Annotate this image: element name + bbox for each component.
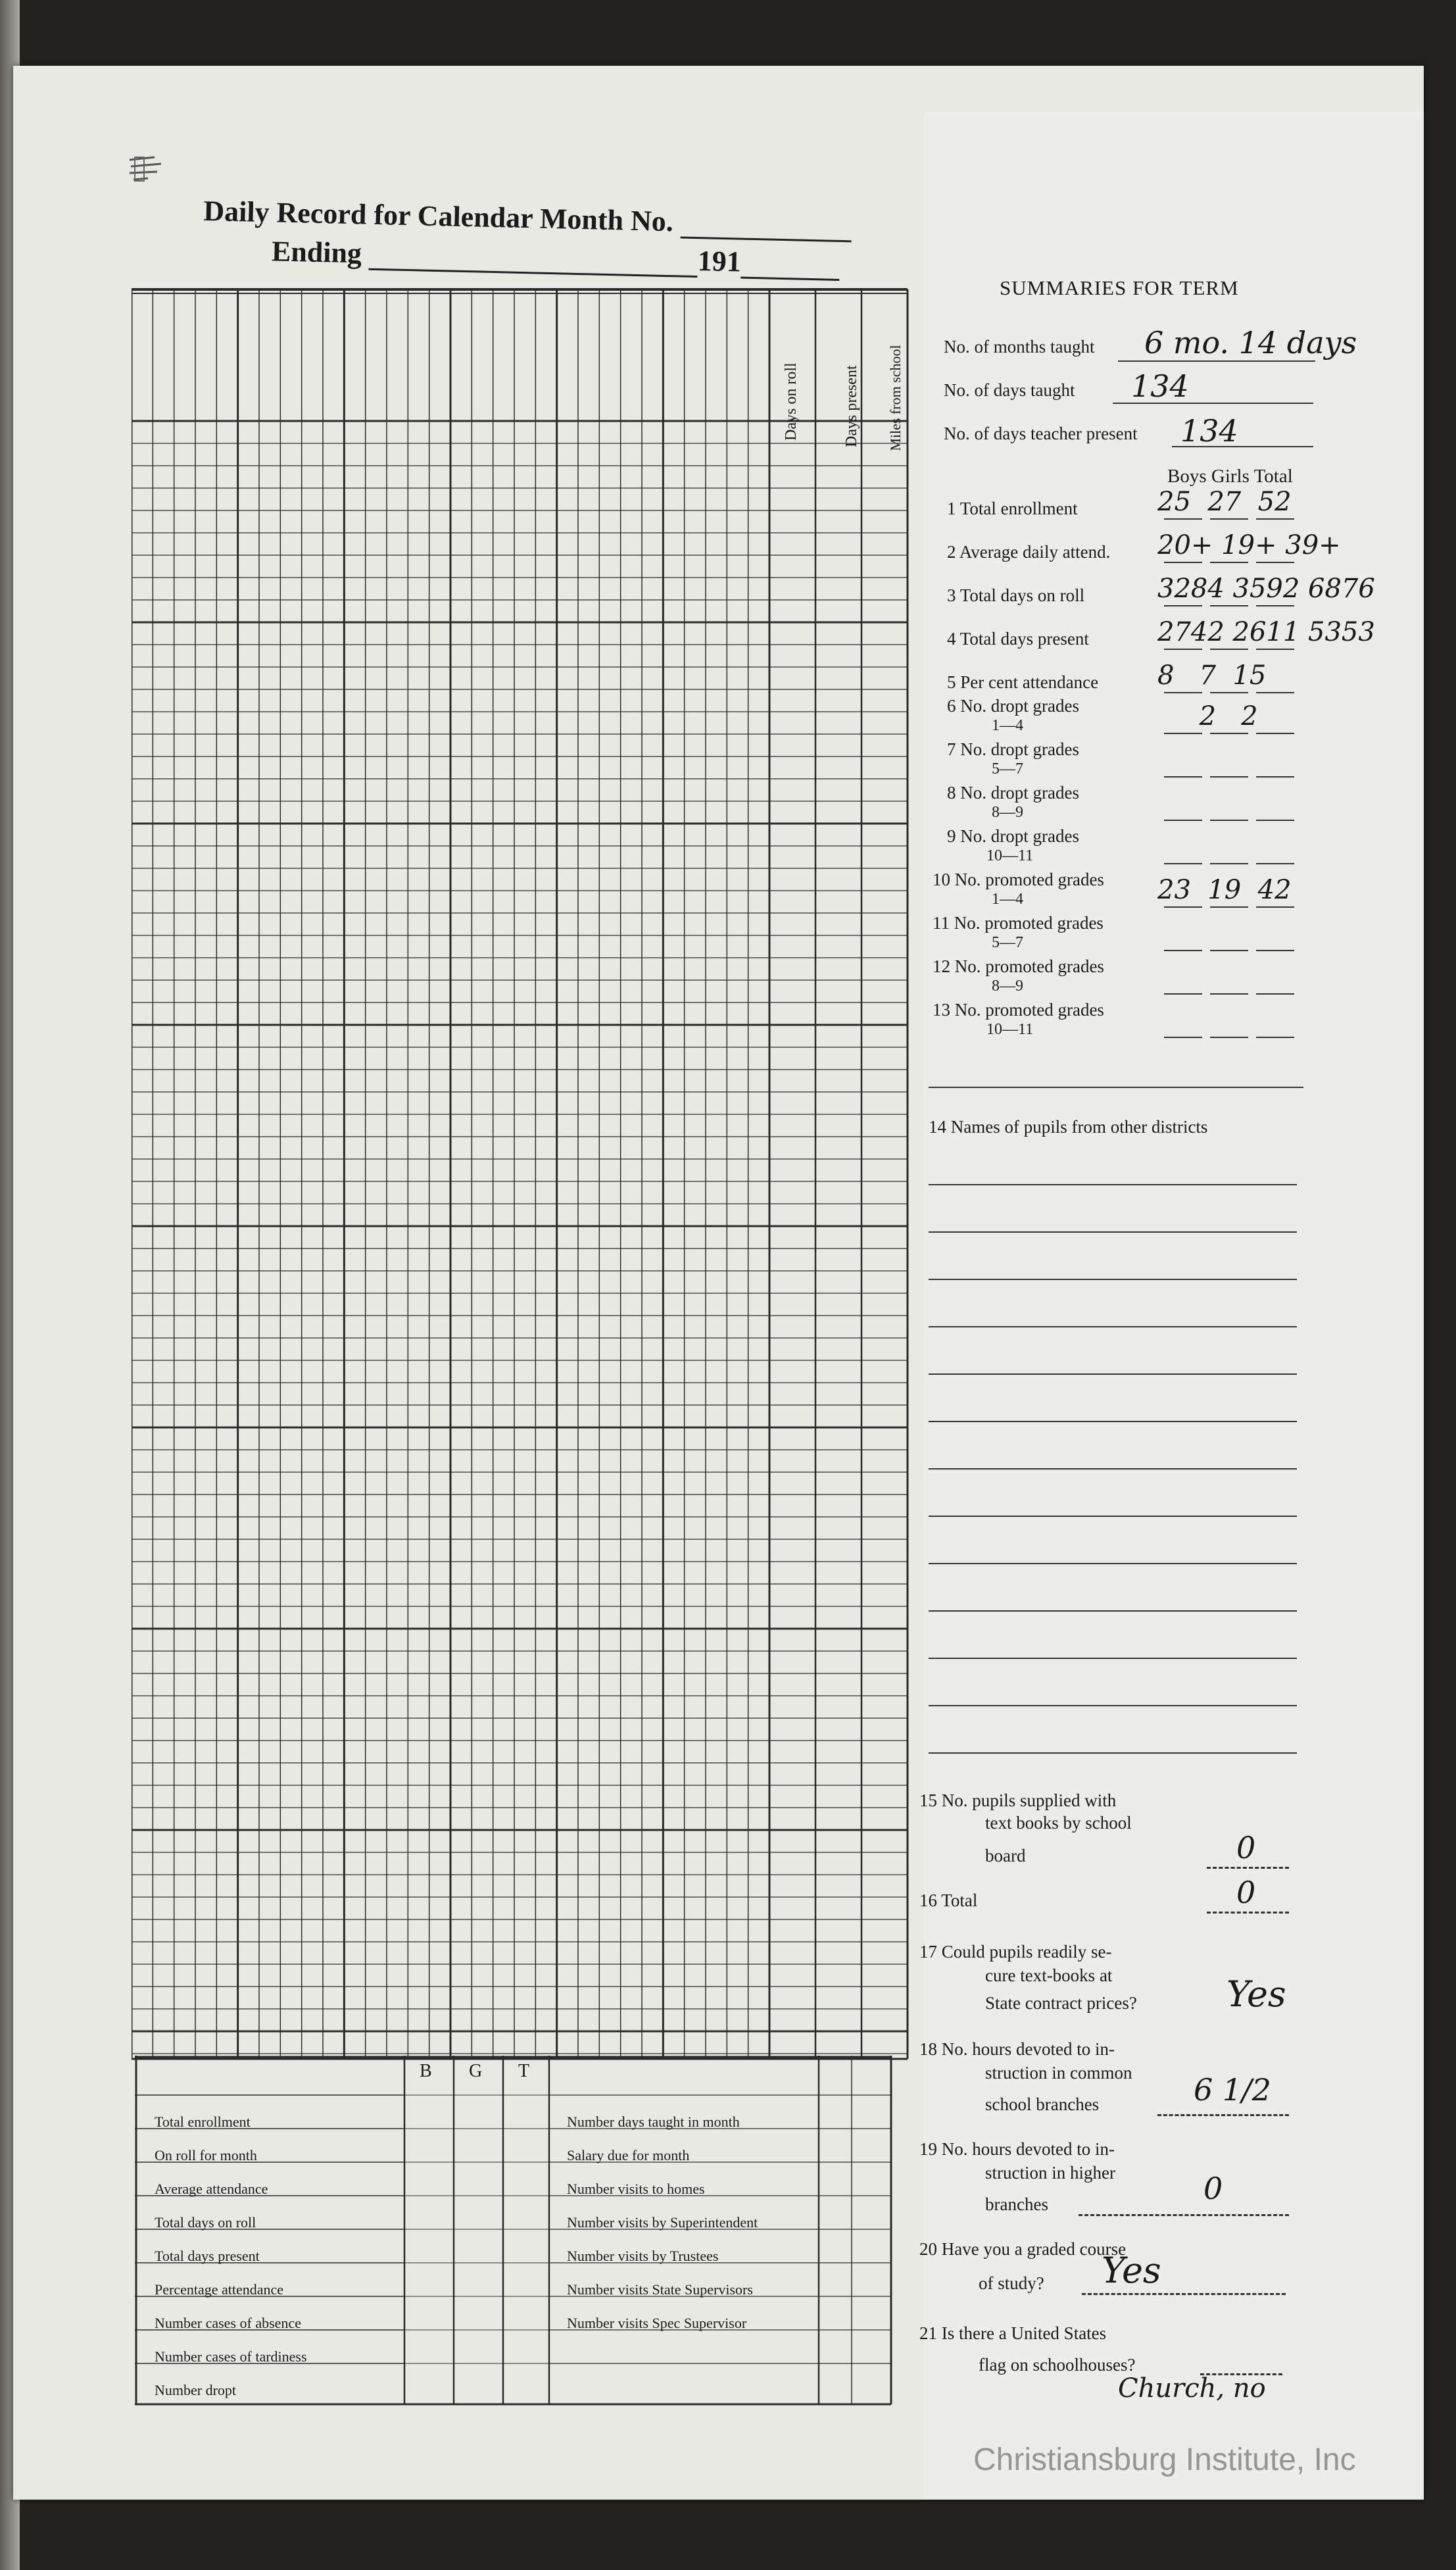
summary-row-values: 3284 3592 6876 [1157,574,1375,604]
q16-blank [1207,1912,1289,1914]
summary-row-label [933,913,1104,933]
table-left-label: Total enrollment [155,2113,251,2130]
q18-line1: 18 No. hours devoted to in- [919,2039,1115,2059]
summary-row-grades: 8—9 [992,977,1023,995]
table-col-header-t: T [518,2061,530,2081]
q15-line2: text books by school [985,1813,1132,1833]
table-right-label: Number days taught in month [567,2113,740,2130]
summary-row-text: Average daily attend. [959,542,1111,562]
q14-label: 14 Names of pupils from other districts [929,1117,1208,1137]
summary-blank [1164,776,1202,778]
summary-row-label [933,1000,1104,1020]
summary-blank [1210,1037,1248,1038]
separator-line [929,1087,1303,1088]
summary-blank [1256,692,1294,693]
summary-row-label [933,870,1104,890]
summary-row-label [947,585,1084,606]
q14-blank-line [929,1231,1297,1233]
q17-line3: State contract prices? [985,1993,1137,2013]
days-taught-value: 134 [1131,368,1189,404]
summary-row-text: No. promoted grades [954,913,1104,933]
summary-blank [1210,649,1248,650]
summary-blank [1256,820,1294,821]
summary-blank [1210,605,1248,606]
year-prefix: 191 [697,245,742,278]
title-line1: Daily Record for Calendar Month No. [203,194,674,238]
q19-value: 0 [1203,2171,1223,2206]
summary-row-text: No. dropt grades [960,826,1079,846]
summary-row-label [947,783,1079,803]
summary-row-label [947,629,1089,649]
q15-value: 0 [1236,1830,1256,1866]
summary-blank [1164,993,1202,995]
summary-row-number: 8 [947,783,956,803]
q18-line3: school branches [985,2094,1100,2114]
summary-row-label [947,739,1079,760]
summary-row-text: No. dropt grades [960,783,1079,803]
q14-blank-line [929,1468,1297,1470]
q14-blank-line [929,1705,1297,1706]
summary-row-number: 6 [947,696,956,716]
table-left-label: Number dropt [155,2382,237,2398]
summary-blank [1210,733,1248,734]
q18-blank [1157,2114,1289,2116]
summary-blank [1164,649,1202,650]
summary-row-number: 11 [933,913,950,933]
q19-line3: branches [985,2194,1048,2214]
summary-row-text: No. dropt grades [960,739,1079,759]
q17-value: Yes [1226,1973,1286,2015]
summary-row-values: 8 7 15 [1157,660,1267,691]
summary-row-number: 9 [947,826,956,846]
summary-row-number: 1 [947,499,956,518]
summary-blank [1256,1037,1294,1038]
q14-blank-line [929,1184,1297,1185]
summary-row-text: Total days present [959,629,1089,649]
q21-line1: 21 Is there a United States [919,2323,1107,2343]
teacher-present-value: 134 [1180,413,1238,449]
summary-blank [1256,950,1294,951]
printer-mark-icon [128,155,168,187]
table-right-label: Number visits by Superintendent [567,2214,758,2231]
summary-blank [1164,863,1202,864]
summary-row-values: 23 19 42 [1157,875,1292,905]
summary-row-grades: 5—7 [992,760,1023,778]
summary-row-label [947,542,1110,562]
q14-blank-line [929,1658,1297,1659]
summary-blank [1210,692,1248,693]
q14-blank-line [929,1516,1297,1517]
summary-blank [1256,649,1294,650]
q20-value: Yes [1102,2250,1161,2291]
summary-blank [1164,605,1202,606]
summary-blank [1256,605,1294,606]
summary-row-label [947,696,1079,716]
month-blank[interactable] [680,236,851,242]
summary-blank [1256,733,1294,734]
q21-line2: flag on schoolhouses? [979,2355,1136,2375]
table-right-label: Number visits to homes [567,2181,705,2197]
summary-row-number: 3 [947,585,956,605]
q21-value: Church, no [1118,2373,1266,2404]
table-left-label: On roll for month [155,2147,257,2163]
q15-line1: 15 No. pupils supplied with [919,1791,1117,1810]
days-on-roll-header: Days on roll [783,362,800,441]
summary-row-values: 2 2 [1157,701,1258,731]
summary-blank [1210,863,1248,864]
miles-from-school-header: Miles from school [887,345,904,451]
summary-row-grades: 8—9 [992,804,1023,821]
q20-blank [1082,2293,1286,2295]
summary-blank [1164,733,1202,734]
ending-label: Ending [271,235,362,270]
boys-girls-total-header: Boys Girls Total [1167,466,1293,487]
summary-blank [1210,820,1248,821]
table-left-label: Total days present [155,2248,260,2264]
summaries-heading: SUMMARIES FOR TERM [1000,276,1239,299]
table-right-label: Number visits Spec Supervisor [567,2315,747,2331]
summary-row-number: 4 [947,629,956,649]
summary-row-text: No. promoted grades [954,870,1104,889]
summary-row-grades: 1—4 [992,891,1023,908]
summary-row-grades: 10—11 [986,847,1034,864]
summary-row-label [947,672,1098,693]
summary-row-grades: 10—11 [986,1021,1034,1038]
table-left-label: Number cases of absence [155,2315,301,2331]
q17-line2: cure text-books at [985,1965,1113,1985]
table-left-label: Total days on roll [155,2214,256,2231]
q20-line1: 20 Have you a graded course [919,2239,1127,2259]
q16-value: 0 [1236,1875,1256,1910]
table-right-label: Number visits State Supervisors [567,2281,753,2298]
watermark: Christiansburg Institute, Inc [973,2442,1356,2477]
q14-blank-line [929,1279,1297,1280]
summary-row-number: 5 [947,672,956,692]
q14-blank-line [929,1373,1297,1375]
summary-row-values: 2742 2611 5353 [1157,617,1375,647]
summary-row-label [947,826,1079,847]
summary-row-text: Total days on roll [959,585,1085,605]
table-col-header-b: B [420,2061,432,2081]
q19-line1: 19 No. hours devoted to in- [919,2139,1115,2159]
summary-row-number: 10 [933,870,950,889]
table-right-label: Number visits by Trustees [567,2248,719,2264]
summary-blank [1210,950,1248,951]
summary-blank [1164,692,1202,693]
attendance-grid [132,283,927,2072]
months-taught-label: No. of months taught [944,337,1095,357]
summary-blank [1210,993,1248,995]
q14-blank-line [929,1326,1297,1327]
table-left-label: Percentage attendance [155,2281,284,2298]
summary-row-number: 7 [947,739,956,759]
summary-blank [1164,518,1202,520]
summary-blank [1210,776,1248,778]
q14-blank-line [929,1563,1297,1564]
q18-line2: struction in common [985,2063,1132,2083]
months-taught-value: 6 mo. 14 days [1144,325,1357,360]
q15-blank [1207,1867,1289,1869]
summary-row-values: 20+ 19+ 39+ [1157,530,1341,560]
table-left-label: Average attendance [155,2181,268,2197]
q17-line1: 17 Could pupils readily se- [919,1942,1112,1962]
summary-blank [1256,776,1294,778]
q14-blank-line [929,1752,1297,1754]
table-right-label: Salary due for month [567,2147,690,2163]
q20-line2: of study? [979,2273,1044,2293]
summary-row-values: 25 27 52 [1157,487,1292,517]
days-taught-label: No. of days taught [944,380,1075,400]
summary-blank [1164,906,1202,908]
summary-blank [1164,1037,1202,1038]
q18-value: 6 1/2 [1194,2072,1271,2108]
summary-blank [1210,906,1248,908]
table-left-label: Number cases of tardiness [155,2348,307,2365]
summary-blank [1256,863,1294,864]
summary-blank [1256,518,1294,520]
teacher-present-label: No. of days teacher present [944,424,1138,443]
summary-blank [1256,993,1294,995]
summary-row-label [933,956,1104,977]
months-taught-line [1118,360,1315,362]
summary-row-grades: 5—7 [992,934,1023,951]
summary-row-number: 13 [933,1000,950,1020]
summary-blank [1164,950,1202,951]
summary-row-number: 12 [933,956,950,976]
summary-row-text: No. promoted grades [954,1000,1104,1020]
q14-blank-line [929,1610,1297,1612]
summary-blank [1256,906,1294,908]
summary-blank [1210,562,1248,563]
summary-row-label [947,499,1078,519]
summary-blank [1210,518,1248,520]
summary-row-text: No. promoted grades [954,956,1104,976]
summary-blank [1164,562,1202,563]
q15-line3: board [985,1846,1026,1866]
q14-blank-line [929,1421,1297,1422]
days-present-header: Days present [843,365,860,447]
q19-blank [1079,2214,1289,2216]
summary-row-number: 2 [947,542,956,562]
q16-label: 16 Total [919,1890,978,1910]
summary-row-text: Total enrollment [959,499,1078,518]
summary-row-text: Per cent attendance [960,672,1099,692]
summary-row-text: No. dropt grades [960,696,1079,716]
q19-line2: struction in higher [985,2163,1115,2183]
summary-blank [1164,820,1202,821]
table-col-header-g: G [469,2061,483,2081]
summary-blank [1256,562,1294,563]
summary-row-grades: 1—4 [992,717,1023,734]
